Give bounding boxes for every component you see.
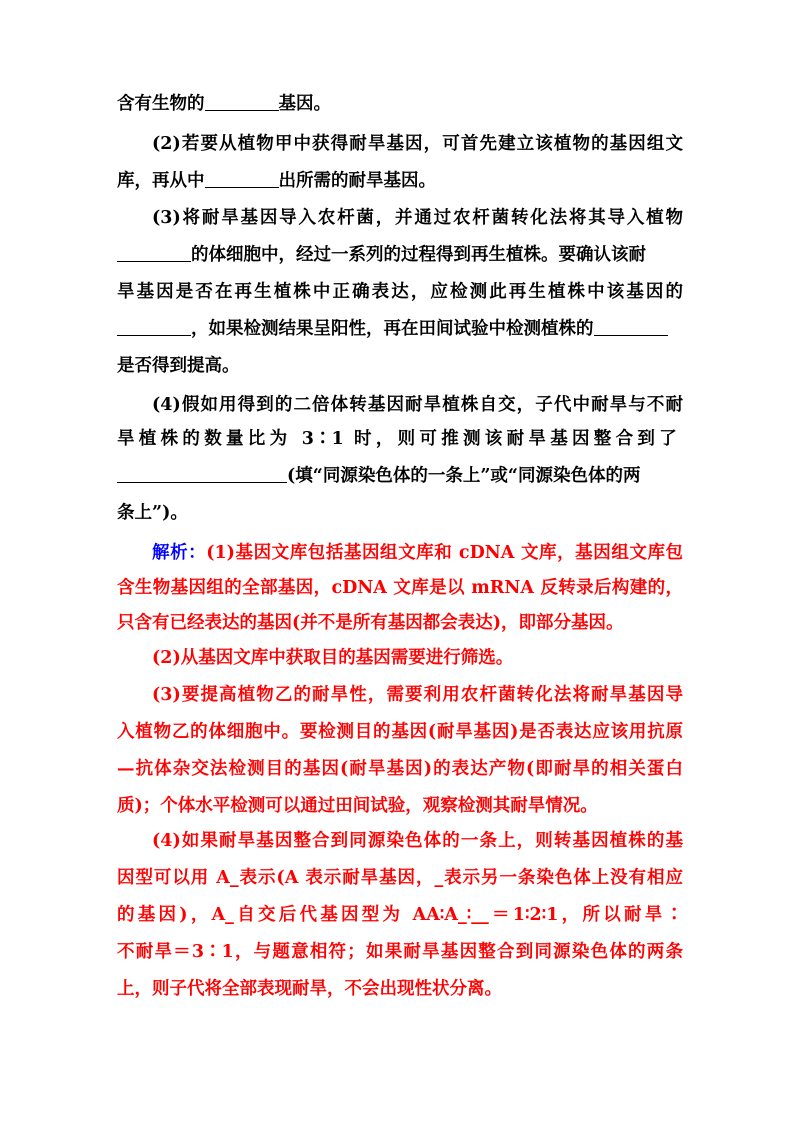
answer-blank: [205, 169, 279, 188]
analysis-line: [152, 535, 683, 571]
analysis-line: —抗体杂交法检测目的基因(耐旱基因)的表达产物(即耐旱的相关蛋白: [117, 759, 683, 779]
question-line: 是否得到提高。: [117, 356, 240, 376]
question-text: ，如果检测结果呈阳性，再在田间试验中检测植株的: [191, 319, 594, 339]
analysis-line: 含生物基因组的全部基因，cDNA 文库是以 mRNA 反转录后构建的，: [117, 578, 683, 598]
question-line: (2)若要从植物甲中获得耐旱基因，可首先建立该植物的基因组文: [152, 134, 683, 154]
analysis-line: (4)如果耐旱基因整合到同源染色体的一条上，则转基因植株的基: [152, 831, 683, 851]
question-line: [117, 311, 683, 347]
answer-blank: [117, 464, 287, 483]
question-line: (3)将耐旱基因导入农杆菌，并通过农杆菌转化法将其导入植物: [152, 208, 683, 228]
analysis-line: 入植物乙的体细胞中。要检测目的基因(耐旱基因)是否表达应该用抗原: [117, 722, 683, 742]
question-text: 出所需的耐旱基因。: [278, 171, 436, 191]
question-text: 库，再从中: [117, 171, 205, 191]
question-line: 条上”)。: [117, 503, 188, 523]
analysis-label: 解析：: [152, 543, 207, 563]
question-text: 含有生物的: [117, 94, 205, 114]
analysis-line: 质)；个体水平检测可以通过田间试验，观察检测其耐旱情况。: [117, 796, 598, 816]
question-text: 的体细胞中，经过一系列的过程得到再生植株。要确认该耐: [191, 245, 646, 265]
analysis-text: (1)基因文库包括基因组文库和 cDNA 文库，基因组文库包: [206, 543, 684, 563]
question-text: (填“同源染色体的一条上”或“同源染色体的两: [287, 466, 641, 486]
analysis-line: 因型可以用 A_表示(A 表示耐旱基因，_表示另一条染色体上没有相应: [117, 868, 683, 888]
question-line: [117, 86, 683, 122]
question-line: [117, 458, 683, 494]
question-line: (4)假如用得到的二倍体转基因耐旱植株自交，子代中耐旱与不耐: [152, 395, 683, 415]
answer-blank: [117, 243, 191, 262]
analysis-line: (2)从基因文库中获取目的基因需要进行筛选。: [152, 648, 514, 668]
question-line: [117, 163, 683, 199]
answer-blank: [117, 317, 191, 336]
answer-blank: [205, 92, 279, 111]
answer-blank: [594, 317, 668, 336]
question-line: [117, 421, 683, 457]
analysis-line: 上，则子代将全部表现耐旱，不会出现性状分离。: [117, 979, 502, 999]
question-line: [117, 237, 683, 273]
analysis-line: (3)要提高植物乙的耐旱性，需要利用农杆菌转化法将耐旱基因导: [152, 685, 683, 705]
analysis-line: 的基因)，A_自交后代基因型为 AA∶A_∶__＝1∶2∶1，所以耐旱∶: [117, 905, 683, 925]
question-text: 基因。: [278, 94, 331, 114]
question-line: 旱基因是否在再生植株中正确表达，应检测此再生植株中该基因的: [117, 282, 683, 302]
analysis-line: 不耐旱＝3∶1，与题意相符；如果耐旱基因整合到同源染色体的两条: [117, 942, 683, 962]
analysis-line: 只含有已经表达的基因(并不是所有基因都会表达)，即部分基因。: [117, 613, 624, 633]
question-text: 旱植株的数量比为 3∶1 时，则可推测该耐旱基因整合到了: [117, 429, 681, 449]
answer-blank: [681, 428, 683, 446]
